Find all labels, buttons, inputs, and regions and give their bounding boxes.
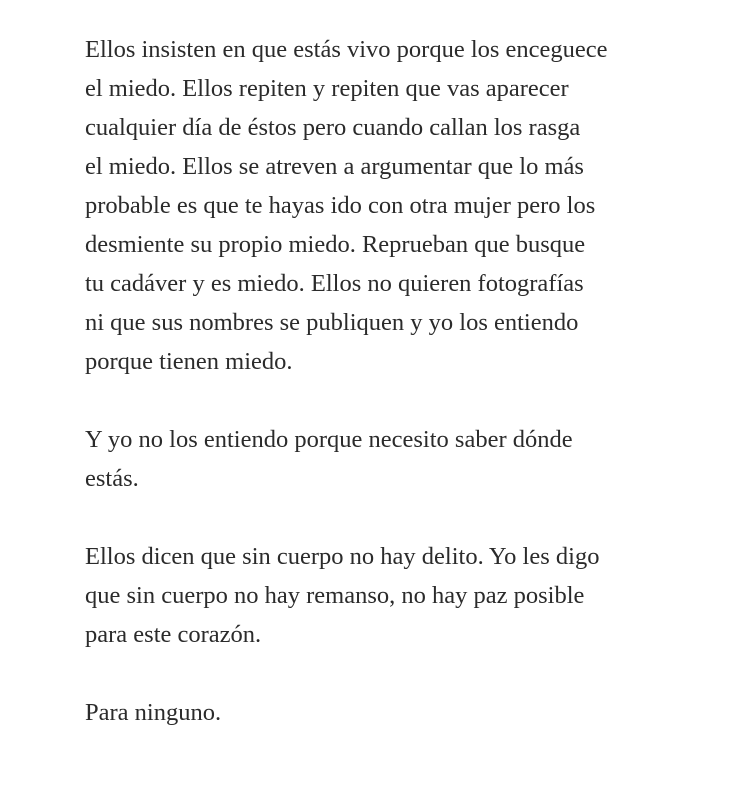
paragraph-4 xyxy=(85,693,725,732)
text-line: el miedo. Ellos repiten y repiten que vas aparecer xyxy=(85,75,569,102)
paragraph-2 xyxy=(85,420,725,498)
text-line: estás. xyxy=(85,465,139,492)
text-line: Y yo no los entiendo porque necesito saber dónde xyxy=(85,426,573,453)
text-page xyxy=(85,30,725,771)
text-line: desmiente su propio miedo. Reprueban que busque xyxy=(85,231,586,258)
text-line: para este corazón. xyxy=(85,621,262,648)
text-line: Para ninguno. xyxy=(85,699,222,726)
text-line: probable es que te hayas ido con otra mujer pero los xyxy=(85,192,596,219)
paragraph-1 xyxy=(85,30,725,381)
paragraph-3 xyxy=(85,537,725,654)
text-line: Ellos insisten en que estás vivo porque los enceguece xyxy=(85,36,608,63)
text-line: Ellos dicen que sin cuerpo no hay delito. Yo les digo xyxy=(85,543,600,570)
text-line: tu cadáver y es miedo. Ellos no quieren fotografías xyxy=(85,270,584,297)
text-line: cualquier día de éstos pero cuando callan los rasga xyxy=(85,114,581,141)
text-line: ni que sus nombres se publiquen y yo los entiendo xyxy=(85,309,579,336)
text-line: el miedo. Ellos se atreven a argumentar que lo más xyxy=(85,153,584,180)
text-line: porque tienen miedo. xyxy=(85,348,293,375)
text-line: que sin cuerpo no hay remanso, no hay paz posible xyxy=(85,582,585,609)
